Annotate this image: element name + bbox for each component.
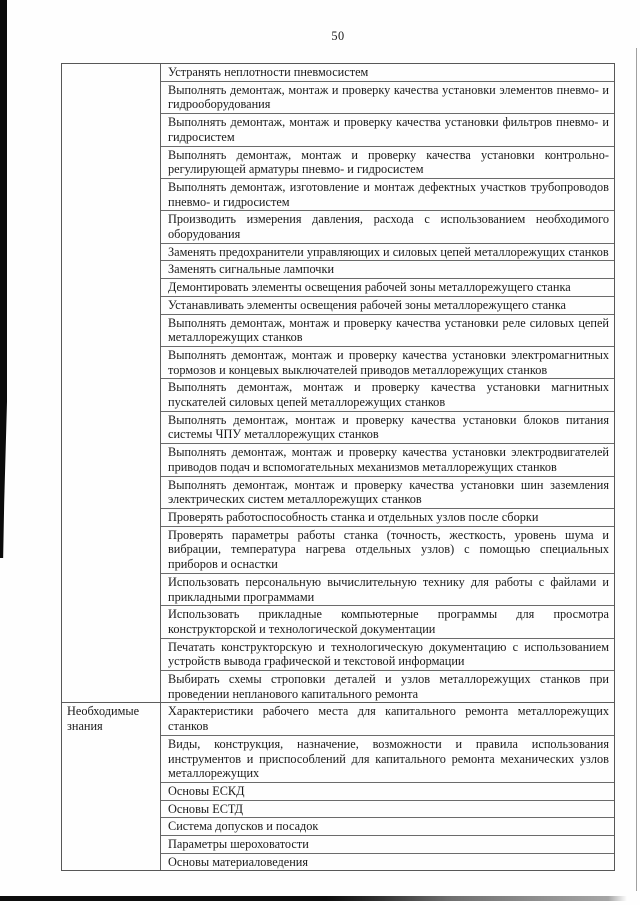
knowledge-section [62, 702, 614, 870]
table-row: Система допусков и посадок [161, 818, 614, 836]
table-row: Выполнять демонтаж, монтаж и проверку качества установки фильтров пневмо- и гидросистем [161, 114, 614, 146]
table-row: Выбирать схемы строповки деталей и узлов металлорежущих станков при проведении непланового капитального ремонта [168, 672, 609, 701]
page-number: 50 [331, 29, 345, 43]
table-row: Проверять работоспособность станка и отдельных узлов после сборки [161, 509, 614, 527]
section-label-cell [62, 64, 161, 702]
table-row: Заменять сигнальные лампочки [161, 261, 614, 279]
table-row: Выполнять демонтаж, монтаж и проверку качества установки электромагнитных тормозов и концевых выключателей приводов металлорежущих станков [161, 347, 614, 379]
table-row: Выполнять демонтаж, монтаж и проверку качества установки контрольно-регулирующей арматуры пневмо- и гидросистем [161, 147, 614, 179]
bottom-scan-artifact-bar [0, 896, 627, 901]
table-row: Основы материаловедения [168, 854, 309, 869]
skills-section [62, 64, 614, 702]
table-row: Виды, конструкция, назначение, возможности и правила использования инструментов и приспособлений для капитального ремонта механических узлов металлорежущих [161, 736, 614, 783]
table-row: Использовать персональную вычислительную технику для работы с файлами и прикладными программами [161, 574, 614, 606]
table-row: Выполнять демонтаж, монтаж и проверку качества установки реле силовых цепей металлорежущих станков [161, 315, 614, 347]
table-row: Выполнять демонтаж, монтаж и проверку качества установки магнитных пускателей силовых цепей металлорежущих станков [161, 379, 614, 411]
table-row: Выполнять демонтаж, монтаж и проверку качества установки шин заземления электрических систем металлорежущих станков [161, 477, 614, 509]
table-row: Характеристики рабочего места для капитального ремонта металлорежущих станков [161, 703, 614, 735]
left-scan-artifact-bar [0, 0, 7, 558]
table-row: Параметры шероховатости [161, 836, 614, 854]
table-row: Печатать конструкторскую и технологическую документацию с использованием устройств вывода графической и текстовой информации [161, 639, 614, 671]
table-row: Заменять предохранители управляющих и силовых цепей металлорежущих станков [161, 244, 614, 262]
table-row: Проверять параметры работы станка (точность, жесткость, уровень шума и вибрации, температура нагрева отдельных узлов) с помощью специальных приборов и оснастки [161, 527, 614, 574]
table-row: Использовать прикладные компьютерные программы для просмотра конструкторской и технологической документации [161, 606, 614, 638]
table-row: Выполнять демонтаж, изготовление и монтаж дефектных участков трубопроводов пневмо- и гидросистем [161, 179, 614, 211]
table-row: Устанавливать элементы освещения рабочей зоны металлорежущего станка [161, 297, 614, 315]
section-label-cell: Необходимые знания [62, 703, 161, 870]
table-row: Основы ЕСТД [161, 801, 614, 819]
table-row: Выполнять демонтаж, монтаж и проверку качества установки электродвигателей приводов подач и вспомогательных механизмов металлорежущих станков [161, 444, 614, 476]
table-row: Демонтировать элементы освещения рабочей зоны металлорежущего станка [161, 279, 614, 297]
skills-rows [161, 64, 614, 702]
knowledge-rows [161, 703, 614, 870]
table-row: Выполнять демонтаж, монтаж и проверку качества установки элементов пневмо- и гидрооборудования [161, 82, 614, 114]
table-row: Устранять неплотности пневмосистем [161, 64, 614, 82]
table-row: Основы ЕСКД [161, 783, 614, 801]
labor-functions-table [61, 63, 615, 871]
table-row: Производить измерения давления, расхода с использованием необходимого оборудования [161, 211, 614, 243]
table-row: Выполнять демонтаж, монтаж и проверку качества установки блоков питания системы ЧПУ металлорежущих станков [161, 412, 614, 444]
right-scan-artifact-line [636, 48, 637, 891]
